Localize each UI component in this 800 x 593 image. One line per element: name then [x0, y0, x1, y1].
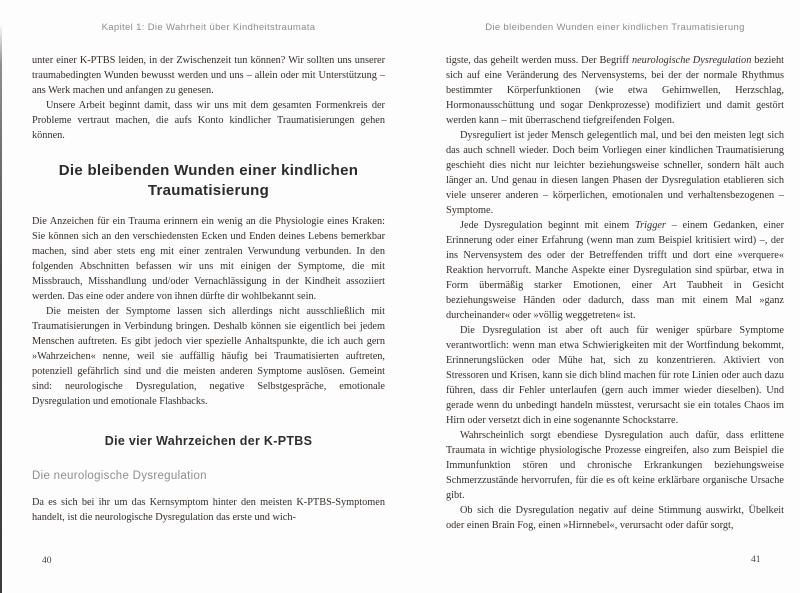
page-number-right: 41 [751, 555, 761, 565]
paragraph: Die Dysregulation ist aber oft auch für weniger spürbare Symptome verantwortlich: wenn man etwa Schwierigkeiten mit der Wortfindung bekommt, Erinnerungslücken oder Mühe hat, sich zu konzentrieren. Aktiviert von Stressoren und Krisen, kann sie dich blind machen für rote Linien oder auch dazu führen, dass dir Fehler unterlaufen (gern auch immer wieder dieselben). Und gerade wenn du unbedingt handeln müsstest, verursacht sie ein totales Chaos im Hirn oder versetzt dich in eine sogenannte Schockstarre. [446, 325, 784, 426]
section-heading: Die vier Wahrzeichen der K-PTBS [104, 434, 313, 448]
italic-term: Trigger [635, 220, 666, 231]
italic-term: neurologische Dysregulation [631, 55, 752, 66]
paragraph-segment: tigste, das geheilt werden muss. Der Begriff [446, 55, 632, 66]
running-head-right: Die bleibenden Wunden einer kindlichen Traumatisierung [485, 22, 745, 33]
running-head-left: Kapitel 1: Die Wahrheit über Kindheitstraumata [101, 22, 316, 33]
paragraph [446, 218, 784, 323]
paragraph [446, 53, 784, 128]
page-left [32, 0, 385, 525]
paragraph: Unsere Arbeit beginnt damit, dass wir uns mit dem gesamten Formenkreis der Probleme vertraut machen, die aufs Konto kindlicher Traumatisierungen gehen können. [32, 100, 385, 141]
scan-edge-shadow [0, 0, 2, 593]
paragraph-segment: bezieht sich auf eine Veränderung des Nervensystems, bei der der normale Rhythmus bestimmter Körperfunktionen (wie etwa Gehirnwellen, Herzschlag, Hormonausschüttung und sogar Denkprozesse) modifiziert und damit gestört werden kann – mit überraschend tiefgreifenden Folgen. [446, 55, 784, 126]
chapter-heading: Die bleibenden Wunden einer kindlichen Traumatisierung [58, 162, 359, 199]
paragraph: Wahrscheinlich sorgt ebendiese Dysregulation auch dafür, dass erlittene Traumata in wichtige physiologische Prozesse eingreifen, also zum Beispiel die Immunfunktion stören und chronische Erkrankungen beziehungsweise Schmerzzustände hervorrufen, für die es oft keine erklärbare organische Ursache gibt. [446, 430, 784, 501]
body-text-left [32, 53, 385, 525]
paragraph: Die Anzeichen für ein Trauma erinnern ein wenig an die Physiologie eines Kraken: Sie können sich an den verschiedensten Ecken und Enden deines Lebens bemerkbar machen, sind aber stets eng mit einer zentralen Verwundung verbunden. In den folgenden Abschnitten befassen wir uns mit einigen der Symptome, die mit Missbrauch, Misshandlung und/oder Vernachlässigung in der Kindheit assoziiert werden. Das eine oder andere von ihnen dürfte dir wohlbekannt sein. [32, 216, 385, 302]
paragraph: Die meisten der Symptome lassen sich allerdings nicht ausschließlich mit Traumatisierungen in Verbindung bringen. Deshalb können sie eigentlich bei jedem Menschen auftreten. Es gibt jedoch vier spezielle Anhaltspunkte, die ich auch gern »Wahrzeichen« nenne, weil sie auffällig häufig bei Traumatisierten auftreten, potenziell gefährlich sind und die meisten anderen Symptome auslösen. Gemeint sind: neurologische Dysregulation, negative Selbstgespräche, emotionale Dysregulation und emotionale Flashbacks. [32, 306, 385, 407]
subsection-heading: Die neurologische Dysregulation [32, 470, 207, 482]
page-number-left: 40 [42, 556, 52, 566]
paragraph: unter einer K-PTBS leiden, in der Zwischenzeit tun können? Wir sollten uns unserer traumabedingten Wunden bewusst werden und uns – allein oder mit Unterstützung – ans Werk machen und anfangen zu genesen. [32, 55, 385, 96]
paragraph: Ob sich die Dysregulation negativ auf deine Stimmung auswirkt, Übelkeit oder einen Brain Fog, einen »Hirnnebel«, verursacht oder dafür sorgt, [446, 505, 784, 531]
paragraph: Dysreguliert ist jeder Mensch gelegentlich mal, und bei den meisten legt sich das auch schnell wieder. Doch beim Vorliegen einer kindlichen Traumatisierung geschieht dies nicht nur leichter beziehungsweise schneller, sondern hält auch länger an. Und genau in diesen langen Phasen der Dysregulation etablieren sich viele unserer anderen – körperlichen, emotionalen und verhaltensbezogenen – Symptome. [446, 130, 784, 216]
page-right [446, 0, 784, 533]
paragraph: Da es sich bei ihr um das Kernsymptom hinter den meisten K-PTBS-Symptomen handelt, ist die neurologische Dysregulation das erste und wich- [32, 497, 385, 523]
paragraph-segment: – einem Gedanken, einer Erinnerung oder einer Erfahrung (wenn man zum Beispiel kritisiert wird) –, der ins Nervensystem des oder der Betreffenden trifft und dort eine »verquere« Reaktion hervorruft. Manche Aspekte einer Dysregulation sind spürbar, etwa in Form übermäßig starker Emotionen, einer Art Taubheit in Gesicht beziehungsweise Händen oder dadurch, dass man mit einem Mal »ganz durcheinander« oder »völlig weggetreten« ist. [446, 220, 785, 321]
body-text-right [446, 53, 784, 533]
paragraph-segment: Jede Dysregulation beginnt mit einem [460, 220, 636, 231]
